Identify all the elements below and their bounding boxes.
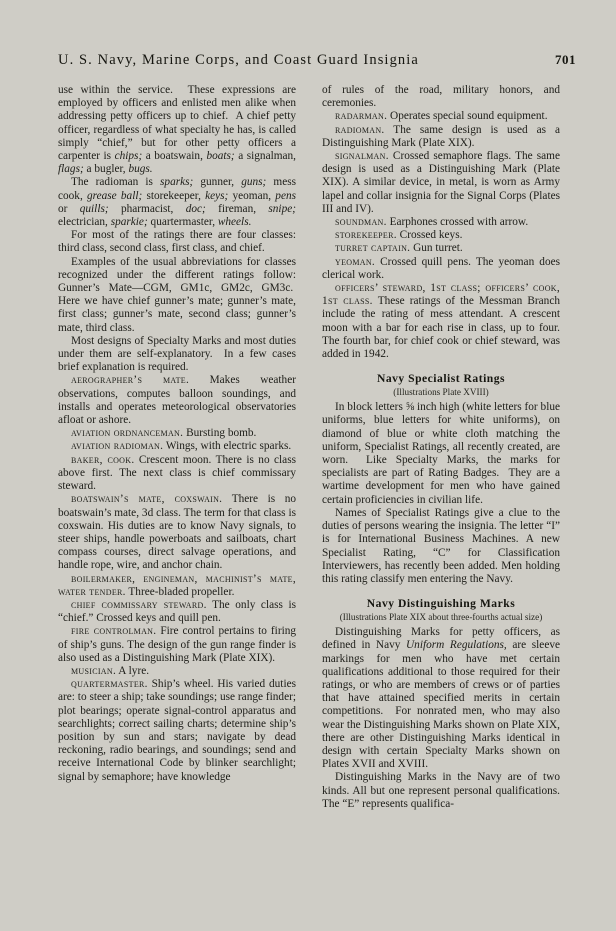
page-number: 701 — [555, 52, 576, 67]
entry-term: storekeeper. — [335, 229, 397, 242]
paragraph: Distinguishing Marks for petty officers, as defined in Navy Uniform Regulations, are sleeve markings for men who have met certain qualifications additional to those required for their ratings, or who are members of crews or of parties that have attained specified merits in certain competitions. For nonrated men, who may also wear the Distinguishing Marks shown on Plate XIX, there are other Distinguishing Marks identical in design with certain Specialty Marks shown on Plates XVII and XVIII. — [322, 626, 561, 771]
entry-text: These ratings of the Messman Branch include the rating of mess attendant. A crescent moon with a bar for each rise in class, up to four. The fourth bar, for chief cook or chief steward, was added in 1942. — [322, 295, 560, 361]
entry-text: Makes weather observations, computes balloon soundings, and installs and operates meteorological observatories afloat or ashore. — [58, 374, 296, 427]
glossary-entry — [322, 229, 560, 242]
entry-term: radioman. — [335, 123, 385, 136]
glossary-entry — [58, 440, 296, 453]
paragraph: of rules of the road, military honors, and ceremonies. — [322, 84, 560, 110]
right-column — [322, 84, 560, 811]
entry-text: A lyre. — [118, 664, 150, 677]
entry-text: Wings, with electric sparks. — [165, 440, 292, 453]
paragraph: use within the service. These expressions are employed by officers and enlisted men alike when addressing petty officers up to chief. A chief petty officer, regardless of what specialty he has, is called simply “chief,” but for other petty officers a carpenter is chips; a boatswain, boats; a signalman, flags; a bugler, bugs. — [58, 84, 297, 176]
glossary-entry — [58, 427, 296, 440]
entry-text: Crescent moon. There is no class above first. The next class is chief commissary steward. — [58, 453, 296, 493]
glossary-entry — [58, 678, 296, 784]
paragraph: Examples of the usual abbreviations for classes recognized under the different ratings follow: Gunner’s Mate—CGM, GM1c, GM2c, GM3c. Here we have chief gunner’s mate; gunner’s mate, first class; gunner’s mate, second class; gunner’s mate, third class. — [58, 255, 296, 334]
entry-term: baker, cook. — [71, 453, 135, 466]
entry-term: signalman. — [335, 150, 389, 163]
text-columns — [58, 84, 560, 811]
entry-term: quartermaster. — [71, 678, 148, 691]
glossary-entry — [58, 573, 296, 599]
entry-text: Gun turret. — [413, 242, 463, 255]
glossary-entry — [58, 599, 296, 625]
entry-text: Earphones crossed with arrow. — [389, 216, 529, 229]
entry-text: Fire control pertains to firing of ship’s guns. The design of the gun range finder is also used as a Distinguishing Mark (Plate XIX). — [58, 625, 297, 664]
glossary-entry — [58, 665, 296, 678]
paragraph: The radioman is sparks; gunner, guns; mess cook, grease ball; storekeeper, keys; yeoman, pens or quills; pharmacist, doc; fireman, snipe; electrician, sparkie; quartermaster, wheels. — [58, 176, 297, 229]
entry-text: Three-bladed propeller. — [128, 585, 235, 598]
glossary-entry — [58, 625, 296, 665]
entry-term: boatswain’s mate, coxswain. — [71, 493, 223, 506]
entry-text: Operates special sound equipment. — [390, 110, 548, 123]
glossary-entry — [58, 493, 296, 572]
entry-term: radarman. — [335, 110, 388, 123]
entry-term: officers’ steward, 1st class; officers’ cook, 1st class. — [322, 282, 560, 308]
paragraph: Names of Specialist Ratings give a clue to the duties of persons wearing the insignia. The letter “I” is for International Business Machines. A new Specialist Rating, “C” for Classification Interviewers, has recently been added. Men holding this rating classify men entering the Navy. — [322, 506, 560, 585]
paragraph: For most of the ratings there are four classes: third class, second class, first class, and chief. — [58, 229, 296, 255]
glossary-entry — [58, 454, 296, 494]
paragraph: Most designs of Specialty Marks and most duties under them are self-explanatory. In a few cases brief explanation is required. — [58, 334, 296, 374]
entry-text: Crossed quill pens. The yeoman does clerical work. — [322, 255, 561, 281]
entry-text: Ship’s wheel. His varied duties are: to steer a ship; take soundings; use range finder; plot bearings; operate signal-control apparatus and searchlights; correct sailing charts; determine ship’s position by sun and stars; navigate by dead reckoning, radio bearings, and soundings; send and receive International Code by blinker searchlight; signal by semaphore; have knowledge — [58, 678, 296, 783]
glossary-entry — [322, 282, 560, 361]
entry-term: chief commissary steward. — [71, 598, 207, 611]
glossary-entry — [322, 110, 560, 123]
glossary-entry — [322, 216, 560, 229]
entry-text: Bursting bomb. — [186, 427, 257, 440]
left-column — [58, 84, 296, 811]
plate-note: (Illustrations Plate XVIII) — [393, 387, 489, 398]
entry-term: aviation ordnanceman. — [71, 427, 184, 440]
entry-term: aviation radioman. — [71, 440, 164, 453]
entry-text: Crossed keys. — [399, 229, 463, 242]
glossary-entry — [322, 150, 560, 216]
section-heading-specialist-ratings: Navy Specialist Ratings — [376, 372, 506, 386]
entry-term: yeoman. — [335, 255, 376, 268]
entry-term: soundman. — [335, 216, 387, 229]
glossary-entry — [322, 256, 560, 282]
entry-text: There is no boatswain’s mate, 3d class. The term for that class is coxswain. His duties are to know Navy signals, to steer ships, handle powerboats and sailboats, chart compass courses, direct salvage operations, and handle rope, wire, and anchor chain. — [58, 493, 296, 572]
entry-term: turret captain. — [335, 242, 411, 255]
entry-term: musician. — [71, 664, 117, 677]
entry-text: The same design is used as a Distinguishing Mark (Plate XIX). — [322, 123, 560, 149]
running-head-title: U. S. Navy, Marine Corps, and Coast Guard Insignia — [58, 52, 419, 68]
entry-text: The only class is “chief.” Crossed keys and quill pen. — [58, 598, 297, 625]
plate-note: (Illustrations Plate XIX about three-fourths actual size) — [339, 612, 543, 623]
paragraph: In block letters ⅝ inch high (white letters for blue uniforms, blue letters for white uniforms), on diamond of blue or white cloth matching the uniform, Specialist Ratings, all recently created, are worn. Like Specialty Marks, the marks for specialists are part of Rating Badges. They are a wartime development for men who have gained certain proficiencies in civilian life. — [322, 401, 560, 506]
entry-text: Crossed semaphore flags. The same design is used as a Distinguishing Mark (Plate XIX). A similar device, in metal, is worn as Army lapel and collar insignia for the Signal Corps (Plates III and IV). — [322, 150, 560, 215]
entry-term: boilermaker, engineman, machinist’s mate, water tender. — [58, 572, 296, 598]
entry-term: aerographer’s mate. — [71, 374, 190, 387]
section-heading-distinguishing-marks: Navy Distinguishing Marks — [366, 597, 516, 611]
glossary-entry — [58, 374, 296, 427]
glossary-entry — [322, 124, 560, 150]
glossary-entry — [322, 242, 560, 255]
entry-term: fire controlman. — [71, 625, 157, 638]
paragraph: Distinguishing Marks in the Navy are of two kinds. All but one represent personal qualifications. The “E” represents qualifica- — [322, 771, 560, 810]
page-header — [58, 52, 576, 69]
